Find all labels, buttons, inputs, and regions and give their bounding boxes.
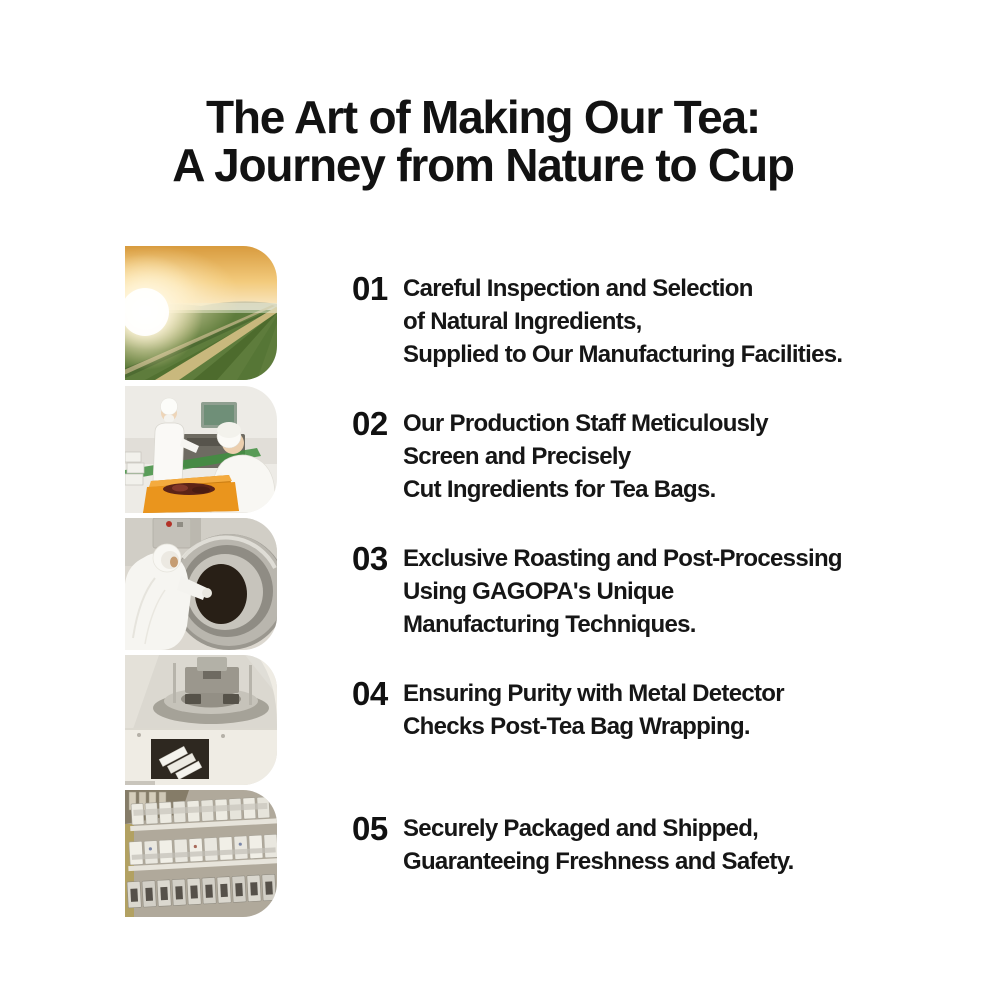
step-line: Ensuring Purity with Metal Detector bbox=[403, 680, 784, 707]
step-line: Supplied to Our Manufacturing Facilities. bbox=[403, 341, 843, 368]
orange-bin bbox=[143, 475, 239, 513]
packaging-machine-illustration bbox=[125, 655, 277, 785]
step-text bbox=[403, 677, 784, 743]
tea-field-photo bbox=[125, 246, 277, 380]
step-line: Cut Ingredients for Tea Bags. bbox=[403, 476, 716, 503]
step-item-2 bbox=[352, 407, 768, 506]
step-line: Careful Inspection and Selection bbox=[403, 275, 753, 302]
packaged-products-photo bbox=[125, 790, 277, 917]
step-number: 03 bbox=[352, 540, 388, 577]
step-item-5 bbox=[352, 812, 794, 878]
photo-strip bbox=[125, 246, 277, 917]
step-line: Screen and Precisely bbox=[403, 443, 631, 470]
page-title bbox=[0, 93, 966, 189]
step-line: Checks Post-Tea Bag Wrapping. bbox=[403, 713, 750, 740]
roasting-machine-illustration bbox=[125, 518, 277, 650]
packaging-machine-photo bbox=[125, 655, 277, 785]
step-item-3 bbox=[352, 542, 842, 641]
step-text bbox=[403, 542, 842, 641]
step-item-4 bbox=[352, 677, 784, 743]
step-line: of Natural Ingredients, bbox=[403, 308, 642, 335]
tea-field-illustration bbox=[125, 246, 277, 380]
step-number: 01 bbox=[352, 270, 388, 307]
step-item-1 bbox=[352, 272, 842, 371]
step-text bbox=[403, 272, 842, 371]
packaged-products-illustration bbox=[125, 790, 277, 917]
step-number: 02 bbox=[352, 405, 388, 442]
red-button bbox=[166, 521, 172, 527]
step-line: Exclusive Roasting and Post-Processing bbox=[403, 545, 842, 572]
roasting-machine-photo bbox=[125, 518, 277, 650]
step-text bbox=[403, 407, 768, 506]
step-text bbox=[403, 812, 794, 878]
step-line: Manufacturing Techniques. bbox=[403, 611, 696, 638]
step-number: 05 bbox=[352, 810, 388, 847]
production-staff-illustration bbox=[125, 386, 277, 513]
step-line: Our Production Staff Meticulously bbox=[403, 410, 768, 437]
packages-left bbox=[125, 452, 144, 485]
title-line-1: The Art of Making Our Tea: bbox=[205, 91, 761, 143]
step-line: Guaranteeing Freshness and Safety. bbox=[403, 848, 794, 875]
step-line: Securely Packaged and Shipped, bbox=[403, 815, 759, 842]
title-line-2: A Journey from Nature to Cup bbox=[172, 139, 794, 191]
step-line: Using GAGOPA's Unique bbox=[403, 578, 674, 605]
production-staff-photo bbox=[125, 386, 277, 513]
step-number: 04 bbox=[352, 675, 388, 712]
